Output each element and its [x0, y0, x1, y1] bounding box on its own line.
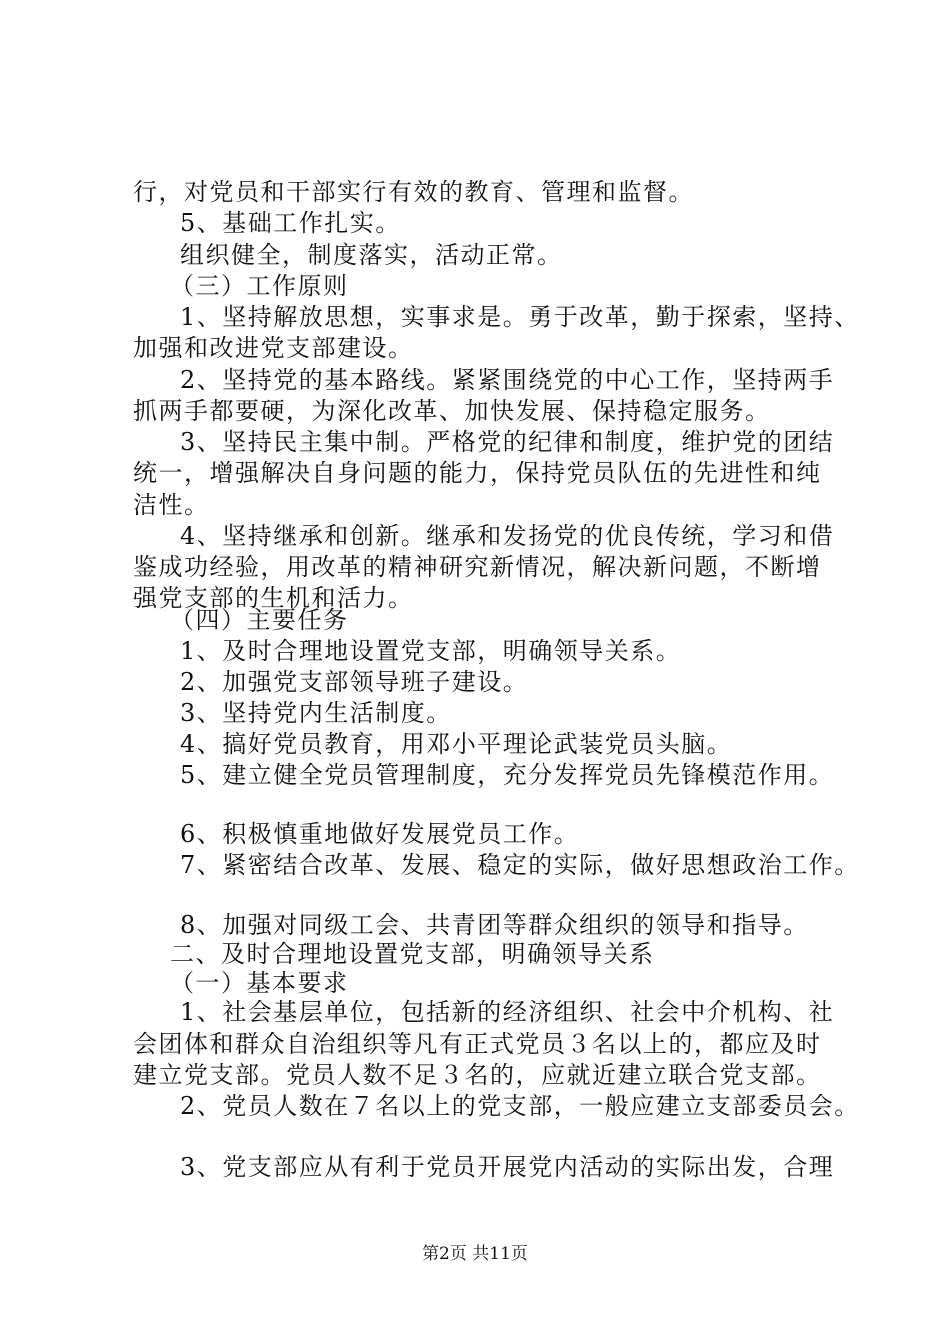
text-line: 5、基础工作扎实。 — [180, 209, 401, 237]
text-line: 建立党支部。党员人数不足３名的，应就近建立联合党支部。 — [133, 1061, 822, 1089]
list-item: 4、搞好党员教育，用邓小平理论武装党员头脑。 — [180, 730, 733, 758]
text-line: 鉴成功经验，用改革的精神研究新情况，解决新问题，不断增 — [133, 553, 822, 581]
list-item: 8、加强对同级工会、共青团等群众组织的领导和指导。 — [180, 911, 809, 939]
list-item: 1、及时合理地设置党支部，明确领导关系。 — [180, 637, 682, 665]
list-item: 7、紧密结合改革、发展、稳定的实际，做好思想政治工作。 — [180, 851, 860, 879]
text-line: 2、党员人数在７名以上的党支部，一般应建立支部委员会。 — [180, 1092, 860, 1120]
text-line: 2、坚持党的基本路线。紧紧围绕党的中心工作，坚持两手 — [180, 366, 835, 394]
section-heading: （四）主要任务 — [170, 606, 349, 634]
page-footer: 第2页 共11页 — [422, 1244, 528, 1264]
text-line: 抓两手都要硬，为深化改革、加快发展、保持稳定服务。 — [133, 397, 771, 425]
text-line: 4、坚持继承和创新。继承和发扬党的优良传统，学习和借 — [180, 522, 835, 550]
text-line: 组织健全，制度落实，活动正常。 — [180, 241, 563, 269]
text-line: 强党支部的生机和活力。 — [133, 584, 414, 612]
text-line: 3、坚持民主集中制。严格党的纪律和制度，维护党的团结 — [180, 428, 835, 456]
text-line: 行，对党员和干部实行有效的教育、管理和监督。 — [133, 178, 694, 206]
list-item: 5、建立健全党员管理制度，充分发挥党员先锋模范作用。 — [180, 761, 835, 789]
text-line: 3、党支部应从有利于党员开展党内活动的实际出发，合理 — [180, 1153, 835, 1181]
text-line: 洁性。 — [133, 491, 210, 519]
list-item: 6、积极慎重地做好发展党员工作。 — [180, 820, 580, 848]
section-heading: 二、及时合理地设置党支部，明确领导关系 — [170, 940, 655, 968]
text-line: 会团体和群众自治组织等凡有正式党员３名以上的，都应及时 — [133, 1030, 822, 1058]
section-heading: （一）基本要求 — [170, 969, 349, 997]
text-line: 加强和改进党支部建设。 — [133, 334, 414, 362]
section-heading: （三）工作原则 — [170, 272, 349, 300]
text-line: 1、社会基层单位，包括新的经济组织、社会中介机构、社 — [180, 998, 835, 1026]
list-item: 2、加强党支部领导班子建设。 — [180, 668, 529, 696]
text-line: 统一，增强解决自身问题的能力，保持党员队伍的先进性和纯 — [133, 459, 822, 487]
list-item: 3、坚持党内生活制度。 — [180, 699, 452, 727]
text-line: 1、坚持解放思想，实事求是。勇于改革，勤于探索，坚持、 — [180, 303, 860, 331]
